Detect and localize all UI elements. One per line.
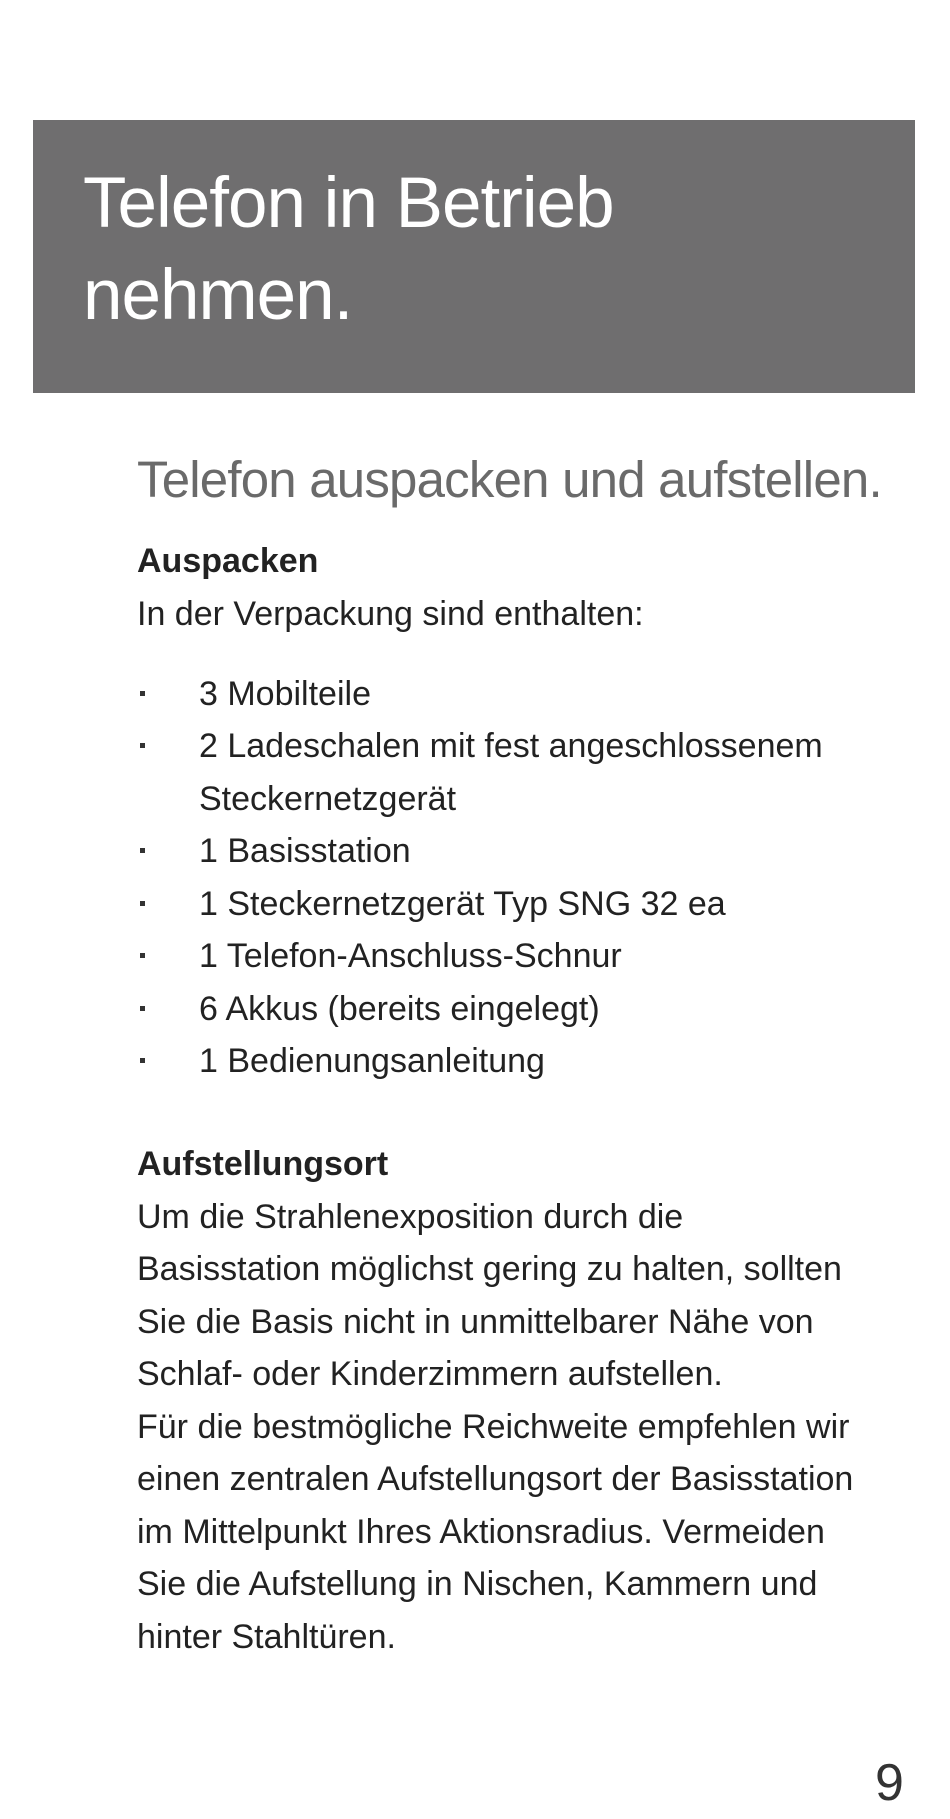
chapter-title-line-1: Telefon in Betrieb — [83, 164, 614, 243]
paragraph-line: Basisstation möglichst gering zu halten, sollten — [137, 1250, 842, 1288]
paragraph-line: Um die Strahlenexposition durch die — [137, 1197, 684, 1236]
bullet-icon — [140, 691, 145, 696]
unpacking-intro: In der Verpackung sind enthalten: — [137, 595, 644, 633]
list-item-text: 1 Bedienungsanleitung — [199, 1042, 545, 1080]
chapter-title — [83, 158, 614, 342]
section-title: Telefon auspacken und aufstellen. — [137, 451, 882, 508]
list-item-text: 1 Basisstation — [199, 832, 411, 870]
bullet-icon — [140, 1006, 145, 1011]
bullet-icon — [140, 953, 145, 958]
package-contents-list — [137, 668, 917, 1088]
page-content — [137, 445, 917, 1663]
chapter-banner — [33, 120, 915, 393]
paragraph-line: Sie die Basis nicht in unmittelbarer Nähe von — [137, 1302, 814, 1341]
list-item — [137, 825, 917, 878]
paragraph-line: Schlaf- oder Kinderzimmern aufstellen. — [137, 1355, 723, 1393]
paragraph-line: hinter Stahltüren. — [137, 1617, 396, 1656]
bullet-icon — [140, 848, 145, 853]
bullet-icon — [140, 901, 145, 906]
unpacking-heading: Auspacken — [137, 542, 319, 580]
list-item-text: 1 Steckernetzgerät Typ SNG 32 ea — [199, 884, 726, 923]
list-item — [137, 668, 917, 721]
paragraph-line: Für die bestmögliche Reichweite empfehlen wir — [137, 1407, 850, 1446]
list-item — [137, 878, 917, 931]
page-number: 9 — [875, 1754, 904, 1812]
list-item-text: 3 Mobilteile — [199, 674, 371, 713]
paragraph-line: Sie die Aufstellung in Nischen, Kammern und — [137, 1565, 818, 1603]
list-item — [137, 930, 917, 983]
bullet-icon — [140, 743, 145, 748]
paragraph-line: im Mittelpunkt Ihres Aktionsradius. Vermeiden — [137, 1512, 825, 1551]
list-item-text-line-2: Steckernetzgerät — [199, 779, 457, 818]
list-item-text: 6 Akkus (bereits eingelegt) — [199, 989, 600, 1028]
bullet-icon — [140, 1058, 145, 1063]
list-item-text: 1 Telefon-Anschluss-Schnur — [199, 937, 622, 975]
list-item — [137, 1035, 917, 1088]
list-item — [137, 720, 917, 825]
paragraph-line: einen zentralen Aufstellungsort der Basisstation — [137, 1460, 854, 1498]
location-paragraph — [137, 1191, 917, 1664]
location-heading: Aufstellungsort — [137, 1144, 389, 1183]
list-item-text-line-1: 2 Ladeschalen mit fest angeschlossenem — [199, 727, 823, 765]
chapter-title-line-2: nehmen. — [83, 256, 353, 335]
list-item — [137, 983, 917, 1036]
